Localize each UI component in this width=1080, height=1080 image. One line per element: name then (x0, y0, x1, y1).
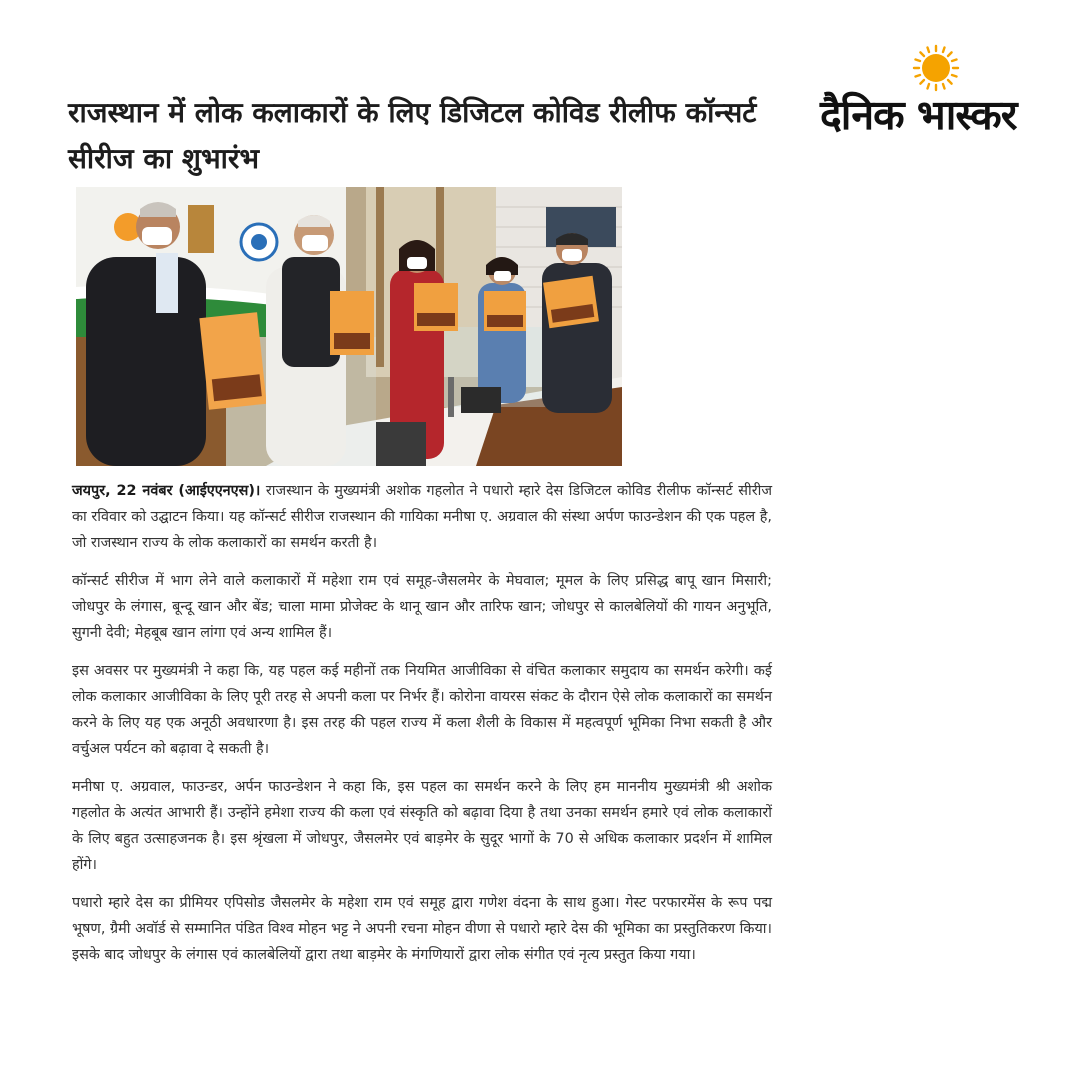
lead-paragraph (72, 478, 772, 556)
sun-icon (912, 44, 960, 92)
article-paragraph: पधारो म्हारे देस का प्रीमियर एपिसोड जैसलमेर के महेशा राम एवं समूह द्वारा गणेश वंदना के साथ हुआ। गेस्ट परफारमेंस के रूप पद्म भूषण, ग्रैमी अवॉर्ड से सम्मानित पंडित विश्व मोहन भट्ट ने अपनी रचना मोहन वीणा से पधारो म्हारे देस की भूमिका का प्रस्तुतिकरण किया। इसके बाद जोधपुर के लंगास एवं कालबेलियों द्वारा तथा बाड़मेर के मंगणियारों द्वारा लोक संगीत एवं नृत्य प्रस्तुत किया गया। (72, 895, 772, 963)
news-photo (76, 187, 622, 466)
brand-logo (820, 42, 1056, 142)
article-paragraph: कॉन्सर्ट सीरीज में भाग लेने वाले कलाकारों में महेशा राम एवं समूह-जैसलमेर के मेघवाल; मूमल के लिए प्रसिद्ध बापू खान मिसारी; जोधपुर के लंगास, बून्दू खान और बेंड; चाला मामा प्रोजेक्ट के थानू खान और तारिफ खान; जोधपुर से कालबेलियों की गायन अनुभूति, सुगनी देवी; मेहबूब खान लांगा एवं अन्य शामिल हैं। (72, 573, 772, 641)
dateline: जयपुर, 22 नवंबर (आईएएनएस)। (72, 483, 261, 499)
article-headline: राजस्थान में लोक कलाकारों के लिए डिजिटल कोविड रीलीफ कॉन्सर्ट सीरीज का शुभारंभ (68, 96, 757, 175)
launch-event-photo (76, 187, 622, 466)
brand-wordmark: दैनिक भास्कर (820, 91, 1017, 139)
lead-text: राजस्थान के मुख्यमंत्री अशोक गहलोत ने पधारो म्हारे देस डिजिटल कोविड रीलीफ कॉन्सर्ट सीरीज का रविवार को उद्घाटन किया। यह कॉन्सर्ट सीरीज राजस्थान की गायिका मनीषा ए. अग्रवाल की संस्था अर्पण फाउन्डेशन की एक पहल है, जो राजस्थान राज्य के लोक कलाकारों का समर्थन करती है। (72, 483, 772, 551)
article-paragraph: इस अवसर पर मुख्यमंत्री ने कहा कि, यह पहल कई महीनों तक नियमित आजीविका से वंचित कलाकार समुदाय का समर्थन करेगी। कई लोक कलाकार आजीविका के लिए पूरी तरह से अपनी कला पर निर्भर हैं। कोरोना वायरस संकट के दौरान ऐसे लोक कलाकारों का समर्थन करने के लिए यह एक अनूठी अवधारणा है। इस तरह की पहल राज्य में कला शैली के विकास में महत्वपूर्ण भूमिका निभा सकती है और वर्चुअल पर्यटन को बढ़ावा दे सकती है। (72, 663, 772, 757)
article-body (72, 478, 772, 980)
article-paragraph: मनीषा ए. अग्रवाल, फाउन्डर, अर्पन फाउन्डेशन ने कहा कि, इस पहल का समर्थन करने के लिए हम माननीय मुख्यमंत्री श्री अशोक गहलोत के अत्यंत आभारी हैं। उन्होंने हमेशा राज्य की कला एवं संस्कृति को बढ़ावा दिया है तथा उनका समर्थन हमारे एवं लोक कलाकारों के लिए बहुत उत्साहजनक है। इस श्रृंखला में जोधपुर, जैसलमेर एवं बाड़मेर के सुदूर भागों के 70 से अधिक कलाकार प्रदर्शन में शामिल होंगे। (72, 779, 772, 873)
